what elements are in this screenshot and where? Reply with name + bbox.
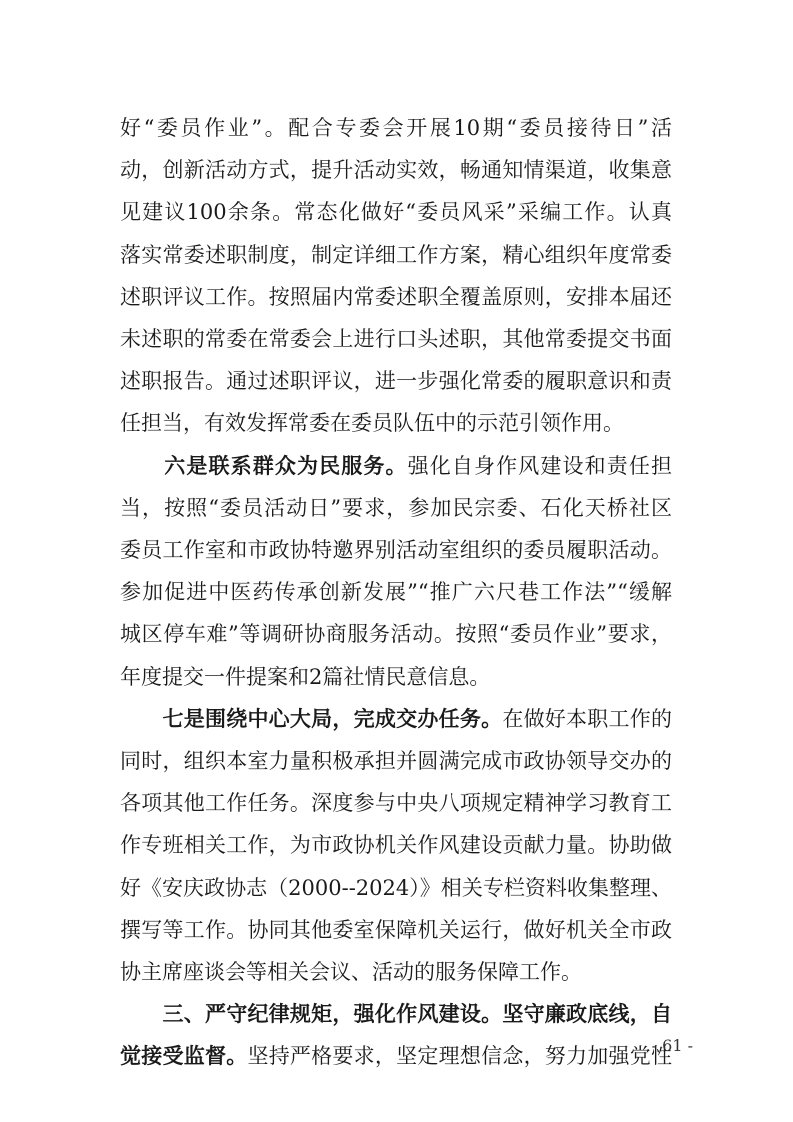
- text-run: 强化自身作风建设和责任担: [407, 453, 672, 478]
- text-run: 城区停车难”等调研协商服务活动。按照“委员作业”要求，: [120, 622, 672, 647]
- text-run: 各项其他工作任务。深度参与中央八项规定精神学习教育工: [120, 791, 672, 816]
- text-line: [120, 191, 672, 233]
- text-line: [120, 782, 672, 824]
- text-line: [120, 487, 672, 529]
- text-line: [120, 276, 672, 318]
- text-run: 任担当，有效发挥常委在委员队伍中的示范引领作用。: [120, 411, 624, 436]
- text-run: [120, 454, 164, 478]
- text-run: 作专班相关工作，为市政协机关作风建设贡献力量。协助做: [120, 833, 672, 858]
- text-line: [120, 445, 672, 487]
- text-run: [120, 707, 162, 731]
- text-run: 落实常委述职制度，制定详细工作方案，精心组织年度常委: [120, 242, 672, 267]
- bold-heading-text: 三、严守纪律规矩，强化作风建设。: [120, 1002, 503, 1027]
- text-line: [120, 360, 672, 402]
- text-line: [120, 698, 672, 740]
- text-run: 当，按照“委员活动日”要求，参加民宗委、石化天桥社区: [120, 495, 672, 520]
- text-line: [120, 318, 672, 360]
- text-line: [120, 613, 672, 655]
- text-line: [120, 571, 672, 613]
- text-line: [120, 951, 672, 993]
- text-run: 年度提交一件提案和2篇社情民意信息。: [120, 664, 491, 689]
- text-run: 委员工作室和市政协特邀界别活动室组织的委员履职活动。: [120, 538, 672, 562]
- text-line: [120, 740, 672, 782]
- text-line: [120, 656, 672, 698]
- text-line: [120, 993, 672, 1035]
- bold-heading-text: 七是围绕中心大局，完成交办任务。: [162, 706, 503, 731]
- text-run: 撰写等工作。协同其他委室保障机关运行，做好机关全市政: [120, 917, 672, 942]
- text-line: [120, 149, 672, 191]
- text-run: 参加促进中医药传承创新发展”“推广六尺巷工作法”“缓解: [120, 580, 672, 605]
- bold-heading-text: 觉接受监督。: [120, 1044, 248, 1069]
- text-run: 未述职的常委在常委会上进行口头述职，其他常委提交书面: [120, 327, 672, 351]
- text-run: 述职评议工作。按照届内常委述职全覆盖原则，安排本届还: [120, 284, 672, 309]
- text-run: 坚持严格要求，坚定理想信念，努力加强党性: [247, 1044, 672, 1069]
- text-line: [120, 402, 672, 444]
- text-run: 同时，组织本室力量积极承担并圆满完成市政协领导交办的: [120, 749, 672, 773]
- text-run: 动，创新活动方式，提升活动实效，畅通知情渠道，收集意: [120, 158, 672, 183]
- bold-heading-text: 六是联系群众为民服务。: [164, 453, 408, 478]
- text-line: [120, 529, 672, 571]
- text-line: [120, 824, 672, 866]
- text-line: [120, 867, 672, 909]
- text-run: 在做好本职工作的: [502, 706, 672, 731]
- text-run: 协主席座谈会等相关会议、活动的服务保障工作。: [120, 960, 582, 984]
- page-number: - 61 -: [651, 1036, 693, 1055]
- text-run: 好《安庆政协志（2000--2024）》相关专栏资料收集整理、: [120, 875, 672, 900]
- text-line: [120, 107, 672, 149]
- text-run: 述职报告。通过述职评议，进一步强化常委的履职意识和责: [120, 369, 672, 394]
- bold-heading-text: 坚守廉政底线，自: [502, 1002, 672, 1027]
- text-line: [120, 909, 672, 951]
- text-run: 见建议100余条。常态化做好“委员风采”采编工作。认真: [120, 200, 672, 225]
- text-line: [120, 234, 672, 276]
- text-line: [120, 1035, 672, 1077]
- text-run: 好“委员作业”。配合专委会开展10期“委员接待日”活: [120, 116, 672, 140]
